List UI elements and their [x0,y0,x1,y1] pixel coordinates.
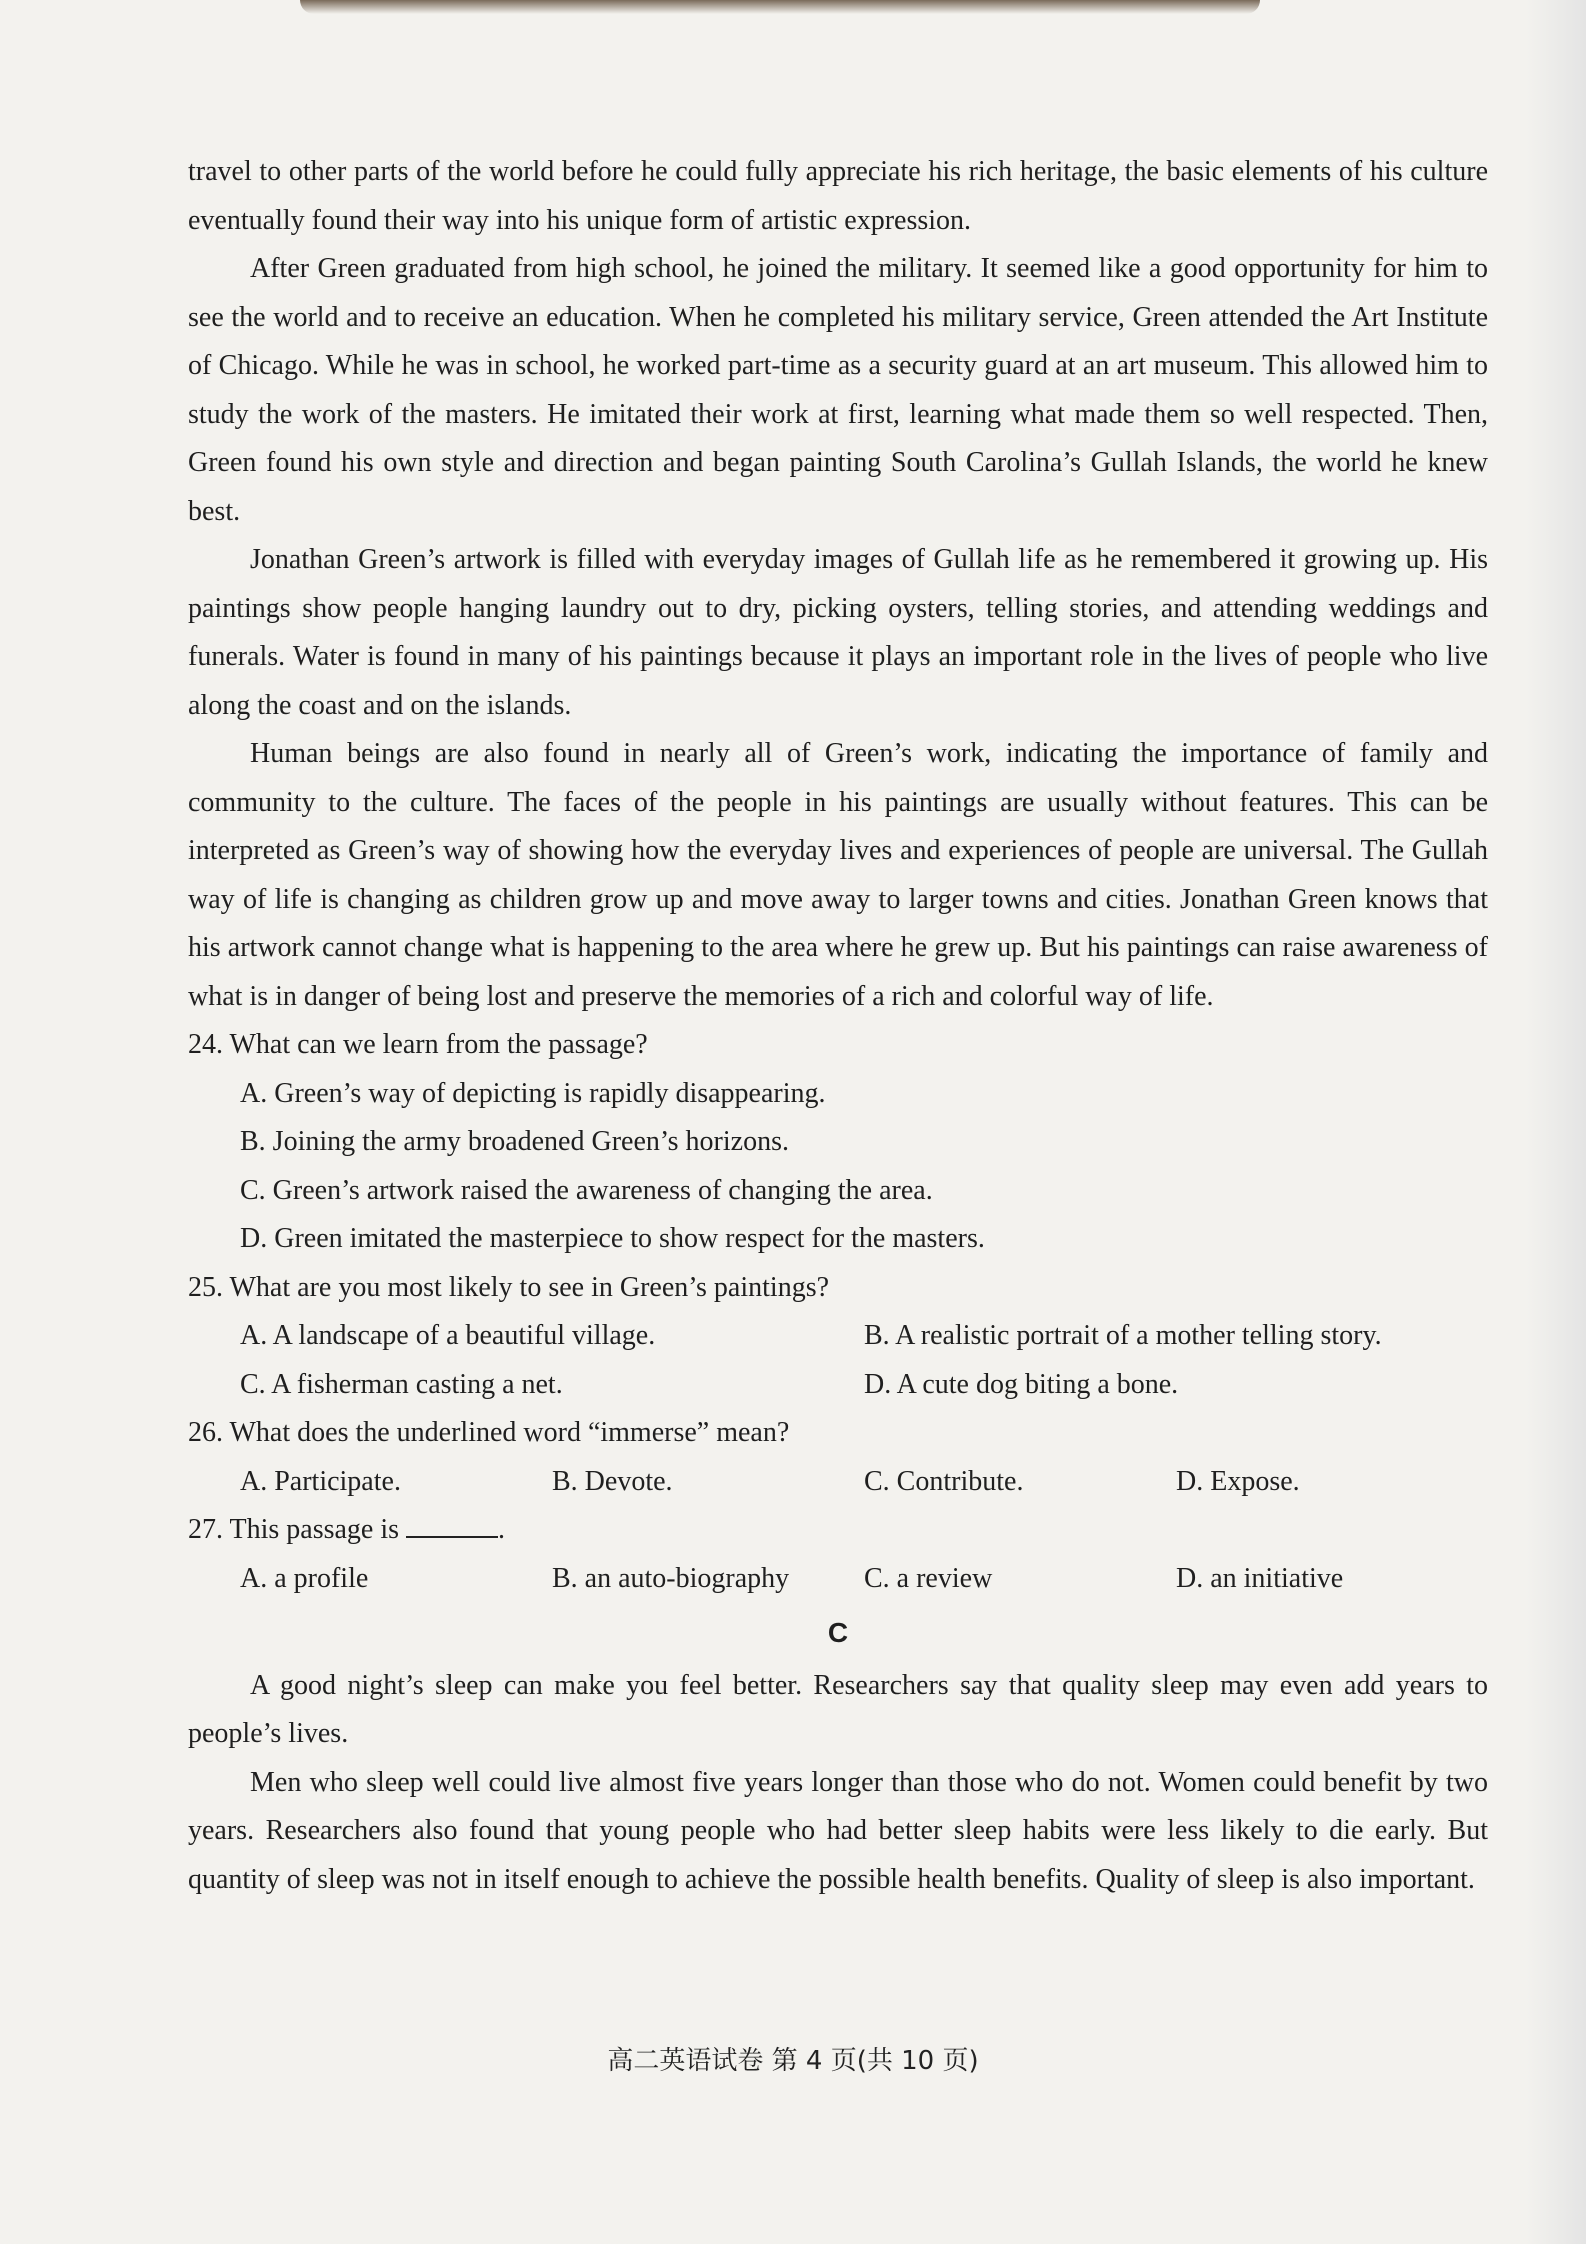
options [240,1070,1488,1264]
question-stem [188,1021,1488,1070]
option-b: B. an auto-biography [552,1562,790,1594]
question-text: What are you most likely to see in Green’s paintings? [229,1271,830,1303]
option-c: C. Contribute. [864,1465,1024,1497]
passage-paragraph-4: Human beings are also found in nearly all of Green’s work, indicating the importance of family and community to the culture. The faces of the people in his paintings are usually without features. This can be interpreted as Green’s way of showing how the everyday lives and experiences of people are universal. The Gullah way of life is changing as children grow up and move away to larger towns and cities. Jonathan Green knows that his artwork cannot change what is happening to the area where he grew up. But his paintings can raise awareness of what is in danger of being lost and preserve the memories of a rich and colorful way of life. [188,738,1488,1012]
question-25 [188,1264,1488,1410]
question-text: This passage is [229,1514,400,1545]
question-27 [188,1506,1488,1603]
page-footer: 高二英语试卷 第 4 页(共 10 页) [607,2046,979,2076]
question-stem [188,1409,1488,1458]
option-d: D. Green imitated the masterpiece to show respect for the masters. [240,1223,985,1254]
option-d: D. A cute dog biting a bone. [864,1368,1179,1400]
question-number: 25. [188,1271,223,1303]
option-b: B. A realistic portrait of a mother telling story. [864,1320,1382,1351]
question-number: 24. [188,1029,223,1060]
option-d: D. an initiative [1176,1562,1344,1594]
option-d: D. Expose. [1176,1465,1300,1497]
question-stem [188,1264,1488,1313]
question-text: What can we learn from the passage? [229,1029,648,1060]
section-heading-c: C [827,1617,849,1648]
answer-blank [406,1510,498,1538]
options [240,1555,1488,1604]
option-c: C. a review [864,1562,993,1594]
question-number: 27. [188,1514,223,1545]
passage-paragraph-2: After Green graduated from high school, he joined the military. It seemed like a good opportunity for him to see the world and to receive an education. When he completed his military service, Green attended the Art Institute of Chicago. While he was in school, he worked part-time as a security guard at an art museum. This allowed him to study the work of the masters. He imitated their work at first, learning what made them so well respected. Then, Green found his own style and direction and began painting South Carolina’s Gullah Islands, the world he knew best. [188,253,1488,527]
option-a: A. Green’s way of depicting is rapidly disappearing. [240,1077,826,1109]
scan-top-shadow [300,0,1260,14]
exam-page [188,148,1488,1904]
question-number: 26. [188,1417,223,1448]
option-c: C. A fisherman casting a net. [240,1368,563,1400]
option-a: A. Participate. [240,1465,401,1497]
passage-paragraph-3: Jonathan Green’s artwork is filled with everyday images of Gullah life as he remembered it growing up. His paintings show people hanging laundry out to dry, picking oysters, telling stories, and attending weddings and funerals. Water is found in many of his paintings because it plays an important role in the lives of people who live along the coast and on the islands. [188,544,1488,721]
question-stem [188,1506,1488,1555]
option-a: A. A landscape of a beautiful village. [240,1320,656,1351]
option-c: C. Green’s artwork raised the awareness of changing the area. [240,1174,933,1206]
option-b: B. Devote. [552,1465,673,1497]
question-stem-end: . [498,1514,506,1545]
options [240,1458,1488,1507]
question-26 [188,1409,1488,1506]
options [240,1312,1488,1409]
section-c-paragraph-1: A good night’s sleep can make you feel better. Researchers say that quality sleep may even add years to people’s lives. [188,1669,1488,1749]
passage-paragraph-1: travel to other parts of the world before he could fully appreciate his rich heritage, the basic elements of his culture eventually found their way into his unique form of artistic expression. [188,156,1488,236]
scan-right-edge [1526,0,1586,2244]
question-24 [188,1021,1488,1264]
section-c-paragraph-2: Men who sleep well could live almost five years longer than those who do not. Women could benefit by two years. Researchers also found that young people who had better sleep habits were less likely to die early. But quantity of sleep was not in itself enough to achieve the possible health benefits. Quality of sleep is also important. [188,1766,1488,1895]
question-text: What does the underlined word “immerse” mean? [229,1417,790,1448]
option-b: B. Joining the army broadened Green’s horizons. [240,1126,789,1157]
option-a: A. a profile [240,1562,369,1594]
